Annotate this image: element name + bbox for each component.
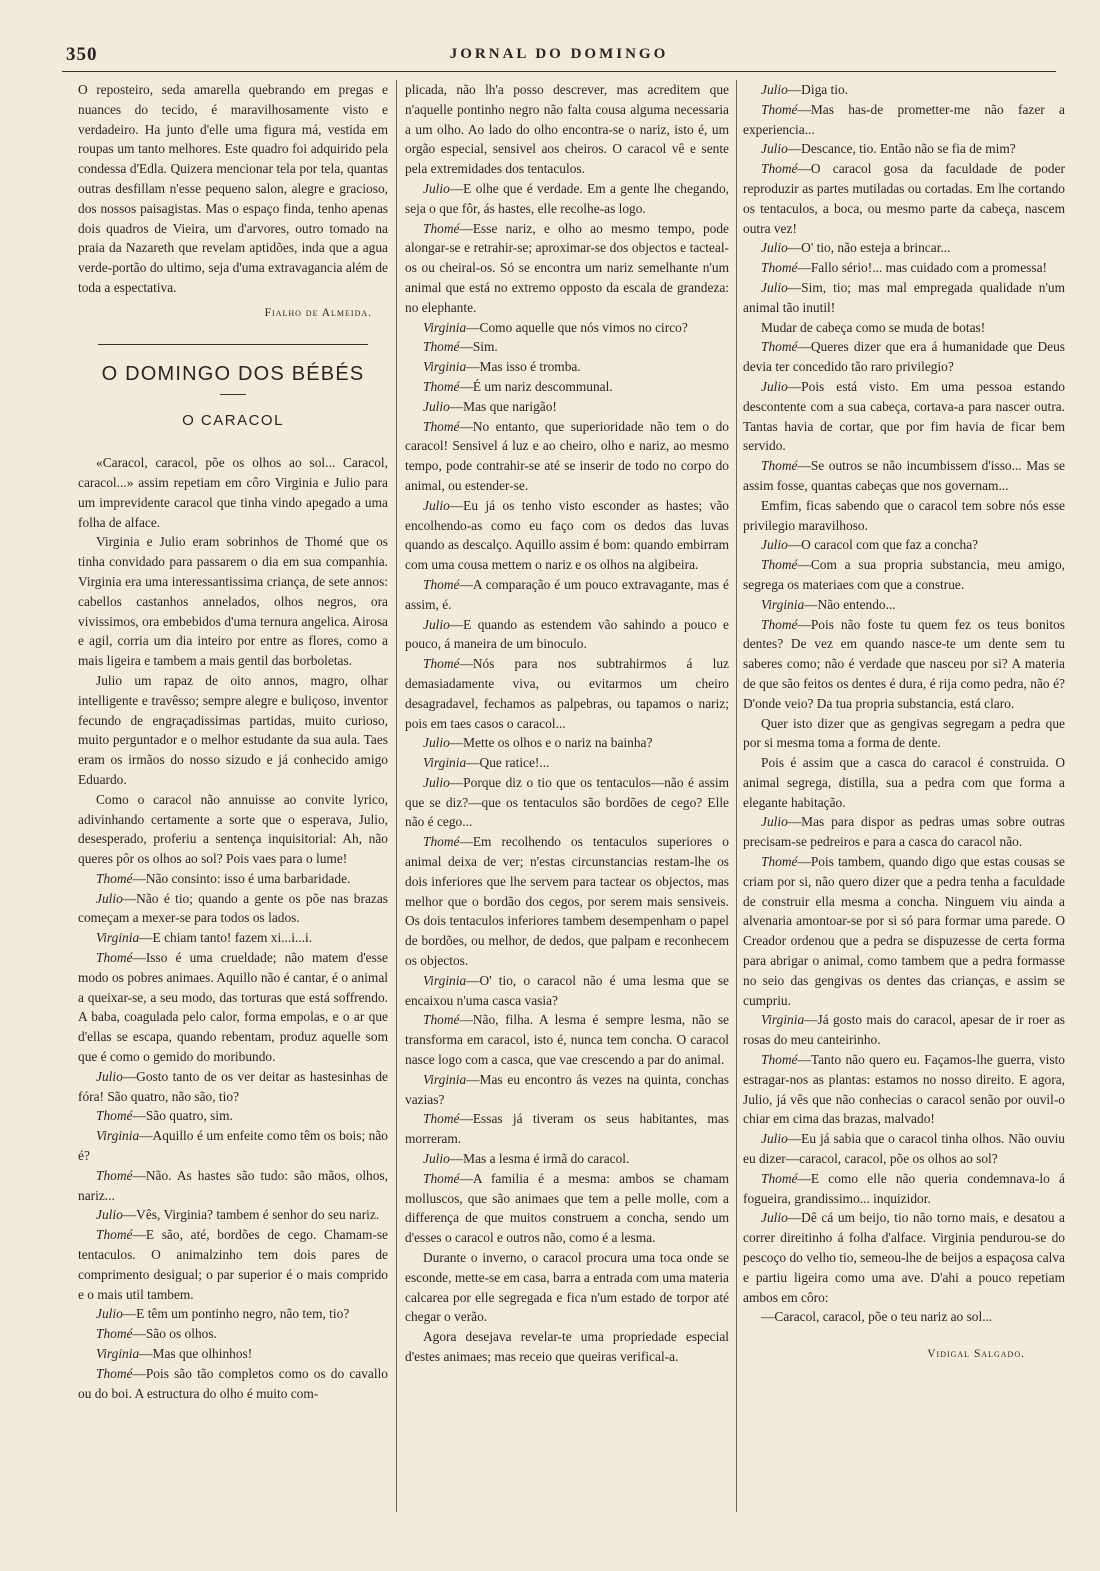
dialogue-line: Thomé—Com a sua propria substancia, meu amigo, segrega os materiaes com que a construe. xyxy=(743,557,1065,592)
speaker-name: Julio xyxy=(423,180,450,196)
line-text: E têm um pontinho negro, não tem, tio? xyxy=(136,1306,350,1322)
dialogue-line: Thomé—Pois não foste tu quem fez os teus bonitos dentes? De vez em quando nasce-te um dente sem tu saberes como; não é verdade que nasceu por si? A materia de que são feitos os dentes é dura, é rija como pedra, não é? D'onde veio? Da tua propria substancia, está claro. xyxy=(743,616,1065,711)
page-number: 350 xyxy=(66,44,98,65)
speaker-name: Virginia xyxy=(96,1128,140,1144)
speaker-name: Thomé xyxy=(96,870,133,886)
journal-title: JORNAL DO DOMINGO xyxy=(449,46,669,62)
line-text: Virginia e Julio eram sobrinhos de Thomé que os tinha convidado para passarem o dia em sua companhia. Virginia era uma interessantissima criança, de sete annos: cabellos castanhos annelados, olhos negros, ora vivissimos, ora embebidos d'uma ternura angelica. Airosa e agil, corria um dia inteiro por entre as flores, como a mais ligeira e tambem a mais gentil das borboletas. xyxy=(78,534,388,669)
dialogue-line: Thomé—A familia é a mesma: ambos se chamam molluscos, que são animaes que tem a pelle molle, com a differença de que muitos construem a concha, sendo um d'esses o caracol e outros não, como é a lesma. xyxy=(405,1170,729,1246)
dialogue-line: Thomé—A comparação é um pouco extravagante, mas é assim, é. xyxy=(405,576,729,612)
dialogue-line: Thomé—Se outros se não incumbissem d'isso... Mas se assim fosse, quantas cabeças que nos governam... xyxy=(743,458,1065,493)
speaker-name: Julio xyxy=(761,279,788,295)
speaker-name: Thomé xyxy=(96,1326,133,1342)
line-text: Pois tambem, quando digo que estas cousas se criam por si, não quero dizer que a pedra tenha a faculdade de construir ella mesma a concha. Ninguem viu ainda a alvenaria amontoar-se por si só para formar uma parede. O Creador ordenou que a pedra se dispuzesse de certa forma para abrigar o animal, como tambem que a pedra formasse no seio das gengivas os dentes das crianças, e assim se cumpriu. xyxy=(743,854,1065,1008)
line-text: Mas para dispor as pedras umas sobre outras precisam-se pedreiros e para a casca do caracol não. xyxy=(743,814,1065,850)
paragraph xyxy=(78,671,388,790)
dialogue-line: Virginia—O' tio, o caracol não é uma lesma que se encaixou n'uma casca vasia? xyxy=(405,972,729,1008)
dialogue-line: Thomé—Mas has-de prometter-me não fazer a experiencia... xyxy=(743,101,1065,137)
dialogue-line: Thomé—Não. As hastes são tudo: são mãos, olhos, nariz... xyxy=(78,1167,388,1203)
speaker-name: Thomé xyxy=(423,418,460,434)
line-text: Se outros se não incumbissem d'isso... Mas se assim fosse, quantas cabeças que nos governam... xyxy=(743,458,1065,493)
line-text: Essas já tiveram os seus habitantes, mas morreram. xyxy=(405,1111,729,1147)
speaker-name: Thomé xyxy=(423,834,460,850)
header-rule xyxy=(62,71,1056,72)
dialogue-line: Virginia—Mas isso é tromba. xyxy=(423,359,581,375)
speaker-name: Thomé xyxy=(423,576,460,592)
dialogue-line: Julio—O' tio, não esteja a brincar... xyxy=(761,240,951,256)
line-text: O' tio, não esteja a brincar... xyxy=(801,240,951,256)
dialogue-line: Thomé—Esse nariz, e olho ao mesmo tempo, pode alongar-se e retrahir-se; aproximar-se dos objectos e tacteal-os ou cheiral-os. Só se encontra um nariz semelhante n'um animal que está no extremo opposto da escala de grandeza: no elephante. xyxy=(405,220,729,315)
speaker-name: Julio xyxy=(96,1306,123,1322)
speaker-name: Virginia xyxy=(423,359,467,375)
speaker-name: Thomé xyxy=(423,1170,460,1186)
speaker-name: Julio xyxy=(761,240,788,256)
speaker-name: Thomé xyxy=(96,1365,133,1381)
line-text: Vês, Virginia? tambem é senhor do seu nariz. xyxy=(136,1207,380,1223)
dialogue-line: Thomé—São quatro, sim. xyxy=(96,1108,233,1124)
dialogue-line: Julio—E quando as estendem vão sahindo a pouco e pouco, á maneira de um binoculo. xyxy=(405,616,729,652)
dialogue-line: Thomé—São os olhos. xyxy=(96,1326,217,1342)
speaker-name: Virginia xyxy=(423,972,467,988)
speaker-name: Virginia xyxy=(761,1012,805,1028)
line-text: Mas a lesma é irmã do caracol. xyxy=(463,1151,630,1167)
dialogue-line: Thomé—Essas já tiveram os seus habitantes, mas morreram. xyxy=(405,1111,729,1147)
speaker-name: Julio xyxy=(423,735,450,751)
line-text: É um nariz descommunal. xyxy=(472,378,613,394)
speaker-name: Thomé xyxy=(761,458,798,474)
dialogue-line: Julio—Mette os olhos e o nariz na bainha? xyxy=(423,735,653,751)
speaker-name: Julio xyxy=(96,890,123,906)
dialogue-line: Virginia—Não entendo... xyxy=(761,596,896,612)
speaker-name: Virginia xyxy=(423,1071,467,1087)
speaker-name: Julio xyxy=(761,378,788,394)
dialogue-line: Virginia—Mas eu encontro ás vezes na quinta, conchas vazias? xyxy=(405,1071,729,1107)
speaker-name: Virginia xyxy=(96,1346,140,1362)
dialogue-line: Thomé—E como elle não queria condemnava-lo á fogueira, grandissimo... inquizidor. xyxy=(743,1170,1065,1206)
page-header xyxy=(62,40,1056,72)
line-text: Não, filha. A lesma é sempre lesma, não se transforma em caracol, isto é, nunca tem concha. O caracol nasce logo com a casca, que vae crescendo a par do animal. xyxy=(405,1012,729,1068)
line-text: Dê cá um beijo, tio não torno mais, e desatou a correr direitinho á folha d'alface. Virginia pendurou-se do pescoço do velho tio, semeou-lhe de beijos a espaçosa calva e partiu ligeira como uma ave. D'ahi a pouco repetiam ambos em côro: xyxy=(743,1210,1066,1305)
line-text: Sim, tio; mas mal empregada qualidade n'um animal tão inutil! xyxy=(743,279,1065,315)
paragraph xyxy=(78,532,388,671)
line-text: plicada, não lh'a posso descrever, mas acreditem que n'aquelle pontinho negro não falta cousa alguma necessaria a um olho. Ao lado do olho encontra-se o nariz, isto é, um orgão especial, sensivel aos cheiros. O caracol vê e sente pela extremidades dos tentaculos. xyxy=(405,82,729,177)
line-text: O' tio, o caracol não é uma lesma que se encaixou n'uma casca vasia? xyxy=(405,972,729,1008)
line-text: Durante o inverno, o caracol procura uma toca onde se esconde, mette-se em casa, barra a entrada com uma materia calcarea por elle segregada e fica n'um estado de torpor até chegar o verão. xyxy=(405,1250,729,1325)
line-text: Queres dizer que era á humanidade que Deus devia ter concedido tão raro privilegio? xyxy=(743,339,1065,375)
paragraph xyxy=(78,790,388,869)
paragraph xyxy=(743,1307,1065,1327)
line-text: São quatro, sim. xyxy=(145,1108,233,1124)
paragraph xyxy=(78,453,388,532)
dialogue-line: Thomé—Sim. xyxy=(423,339,498,355)
dialogue-line: Julio—Dê cá um beijo, tio não torno mais, e desatou a correr direitinho á folha d'alface. Virginia pendurou-se do pescoço do velho tio, semeou-lhe de beijos a espaçosa calva e partiu ligeira como uma ave. D'ahi a pouco repetiam ambos em côro: xyxy=(743,1210,1066,1305)
line-text: —Caracol, caracol, põe o teu nariz ao sol... xyxy=(761,1309,993,1325)
column-1 xyxy=(78,80,388,1403)
line-text: No entanto, que superioridade não tem o do caracol! Sensivel á luz e ao cheiro, olho e nariz, ao mesmo tempo, pode contrahir-se até se inserir de todo no corpo do animal, ou estender-se. xyxy=(405,418,729,493)
dialogue-line: Thomé—É um nariz descommunal. xyxy=(423,378,613,394)
line-text: Mas que narigão! xyxy=(463,398,557,414)
dialogue-line: Julio—Pois está visto. Em uma pessoa estando descontente com a sua cabeça, cortava-a para nascer outra. Tantas havia de cortar, que por fim havia de ficar bem servido. xyxy=(743,378,1065,454)
line-text: Pois está visto. Em uma pessoa estando descontente com a sua cabeça, cortava-a para nascer outra. Tantas havia de cortar, que por fim havia de ficar bem servido. xyxy=(743,378,1065,454)
speaker-name: Julio xyxy=(423,616,450,632)
dialogue-line: Julio—Gosto tanto de os ver deitar as hastesinhas de fóra! São quatro, não são, tio? xyxy=(78,1068,388,1104)
column-2 xyxy=(405,80,729,1367)
line-text: Mas eu encontro ás vezes na quinta, conchas vazias? xyxy=(405,1071,729,1107)
dialogue-line: Julio—O caracol com que faz a concha? xyxy=(761,537,979,553)
speaker-name: Thomé xyxy=(423,656,460,672)
speaker-name: Julio xyxy=(96,1207,123,1223)
story-title: O CARACOL xyxy=(182,412,284,430)
dialogue-line: Julio—Eu já sabia que o caracol tinha olhos. Não ouviu eu dizer—caracol, caracol, põe os olhos ao sol? xyxy=(743,1131,1065,1167)
speaker-name: Thomé xyxy=(423,1012,460,1028)
dialogue-line: Julio—E olhe que é verdade. Em a gente lhe chegando, seja o que fôr, ás hastes, elle recolhe-as logo. xyxy=(405,180,729,216)
speaker-name: Thomé xyxy=(423,1111,460,1127)
dialogue-line: Julio—Mas para dispor as pedras umas sobre outras precisam-se pedreiros e para a casca do caracol não. xyxy=(743,814,1065,850)
line-text: Que ratice!... xyxy=(479,755,550,771)
column-3-body xyxy=(743,80,1065,1327)
line-text: A comparação é um pouco extravagante, mas é assim, é. xyxy=(405,576,729,612)
line-text: E chiam tanto! fazem xi...i...i. xyxy=(152,930,313,946)
section-title: O DOMINGO DOS BÉBÉS xyxy=(101,362,365,385)
dialogue-line: Thomé—Queres dizer que era á humanidade que Deus devia ter concedido tão raro privilegio? xyxy=(743,339,1065,375)
dialogue-line: Virginia—E chiam tanto! fazem xi...i...i. xyxy=(96,930,313,946)
line-text: Isso é uma crueldade; não matem d'esse modo os pobres animaes. Aquillo não é cantar, é o animal a queixar-se, a seu modo, das torturas que está soffrendo. A baba, coagulada pelo calor, forma empolas, e o ar que d'ellas se escapa, quando rebentam, produz aquelle som que é como o gemido do moribundo. xyxy=(78,950,388,1065)
speaker-name: Julio xyxy=(761,814,788,830)
line-text: Não. As hastes são tudo: são mãos, olhos, nariz... xyxy=(78,1167,388,1203)
line-text: Sim. xyxy=(472,339,498,355)
line-text: Emfim, ficas sabendo que o caracol tem sobre nós esse privilegio maravilhoso. xyxy=(743,497,1065,533)
article-signature: Fialho de Almeida. xyxy=(264,306,372,319)
line-text: Nós para nos subtrahirmos á luz demasiadamente viva, ou evitarmos um cheiro desagradavel, fechamos as palpebras, ou tapamos o nariz; pois em taes casos o caracol... xyxy=(405,656,729,731)
speaker-name: Thomé xyxy=(96,1108,133,1124)
paragraph xyxy=(743,753,1065,812)
story-signature: Vidigal Salgado. xyxy=(927,1348,1025,1361)
dialogue-line: Julio—Eu já os tenho visto esconder as hastes; vão encolhendo-as como eu faço com os dedos das luvas quando as descalço. Aquillo assim é bom: quando embirram com uma cousa mettem o nariz e os olhos na algibeira. xyxy=(405,497,729,573)
line-text: Com a sua propria substancia, meu amigo, segrega os materiaes com que a construe. xyxy=(743,557,1065,592)
line-text: O caracol gosa da faculdade de poder reproduzir as partes mutiladas ou cortadas. Em lhe cortando os tentaculos, a boca, ou mesmo parte da cabeça, nascem outra vez! xyxy=(743,161,1065,236)
dialogue-line: Virginia—Que ratice!... xyxy=(423,755,550,771)
column-divider xyxy=(396,80,397,1512)
speaker-name: Virginia xyxy=(96,930,140,946)
speaker-name: Thomé xyxy=(423,339,460,355)
line-text: São os olhos. xyxy=(145,1326,217,1342)
section-rule xyxy=(98,344,368,345)
speaker-name: Julio xyxy=(761,141,788,157)
column-divider xyxy=(736,80,737,1512)
line-text: Já gosto mais do caracol, apesar de ir roer as rosas do meu canteirinho. xyxy=(743,1012,1065,1048)
speaker-name: Thomé xyxy=(761,1052,798,1068)
dialogue-line: Thomé—E são, até, bordões de cego. Chamam-se tentaculos. O animalzinho tem dois pares de comprimento desigual; o par superior é o mais comprido e o mais util tambem. xyxy=(78,1227,388,1302)
dialogue-line: Thomé—Pois tambem, quando digo que estas cousas se criam por si, não quero dizer que a pedra tenha a faculdade de construir ella mesma a concha. Ninguem viu ainda a alvenaria amontoar-se por si só para formar uma parede. O Creador ordenou que a pedra se dispuzesse de certa forma para abrigar o animal, como tambem que a pedra formasse no seio das gengivas os dentes das crianças, e assim se cumpriu. xyxy=(743,854,1065,1008)
dialogue-line: Julio—Sim, tio; mas mal empregada qualidade n'um animal tão inutil! xyxy=(743,279,1065,315)
line-text: Eu já sabia que o caracol tinha olhos. Não ouviu eu dizer—caracol, caracol, põe os olhos ao sol? xyxy=(743,1131,1065,1167)
speaker-name: Thomé xyxy=(761,101,798,117)
line-text: Pois são tão completos como os do cavallo ou do boi. A estructura do olho é muito com- xyxy=(78,1365,388,1401)
speaker-name: Virginia xyxy=(423,755,467,771)
dialogue-line: Thomé—Não, filha. A lesma é sempre lesma, não se transforma em caracol, isto é, nunca tem concha. O caracol nasce logo com a casca, que vae crescendo a par do animal. xyxy=(405,1012,729,1068)
line-text: Mas que olhinhos! xyxy=(152,1346,253,1362)
dialogue-line: Julio—Vês, Virginia? tambem é senhor do seu nariz. xyxy=(96,1207,380,1223)
speaker-name: Julio xyxy=(423,1151,450,1167)
paragraph xyxy=(743,496,1065,536)
column-3 xyxy=(743,80,1065,1365)
dialogue-line: Thomé—O caracol gosa da faculdade de poder reproduzir as partes mutiladas ou cortadas. Em lhe cortando os tentaculos, a boca, ou mesmo parte da cabeça, nascem outra vez! xyxy=(743,161,1065,236)
line-text: E olhe que é verdade. Em a gente lhe chegando, seja o que fôr, ás hastes, elle recolhe-as logo. xyxy=(405,180,729,216)
line-text: Não entendo... xyxy=(817,596,896,612)
line-text: Tanto não quero eu. Façamos-lhe guerra, visto estragar-nos as plantas: estamos no nosso direito. E agora, Julio, já vês que não conhecias o caracol senão por ouvil-o chiar em cima das brazas, malvado! xyxy=(743,1052,1065,1127)
line-text: O caracol com que faz a concha? xyxy=(801,537,979,553)
line-text: Agora desejava revelar-te uma propriedade especial d'estes animaes; mas receio que queiras verifical-a. xyxy=(405,1329,729,1364)
column-1-body xyxy=(78,453,388,1403)
speaker-name: Thomé xyxy=(761,260,798,276)
speaker-name: Thomé xyxy=(96,950,133,966)
speaker-name: Thomé xyxy=(761,616,798,632)
dialogue-line: Julio—Diga tio. xyxy=(761,82,849,97)
speaker-name: Thomé xyxy=(761,557,798,573)
line-text: «Caracol, caracol, põe os olhos ao sol... Caracol, caracol...» assim repetiam em côro Virginia e Julio para um imprevidente caracol que tinha vindo apegado a uma folha de alface. xyxy=(78,455,388,530)
dialogue-line: Virginia—Como aquelle que nós vimos no circo? xyxy=(423,319,688,335)
dialogue-line: Virginia—Mas que olhinhos! xyxy=(96,1346,253,1362)
dialogue-line: Thomé—Não consinto: isso é uma barbaridade. xyxy=(96,870,351,886)
speaker-name: Thomé xyxy=(96,1227,133,1243)
line-text: Julio um rapaz de oito annos, magro, olhar intelligente e travêsso; sempre alegre e buliçoso, inventor fecundo de engraçadissimas partidas, muito curioso, muito perguntador e o melhor estudante da sua aula. Taes eram os irmãos do nosso sizudo e já conhecido amigo Eduardo. xyxy=(78,672,388,787)
line-text: Pois não foste tu quem fez os teus bonitos dentes? De vez em quando nasce-te um dente sem tu saberes como; não é verdade que nasceu por si? A materia de que são feitos os dentes é dura, é rija como pedra, não é? D'onde veio? Da tua propria substancia, está claro. xyxy=(743,616,1065,711)
paragraph xyxy=(743,714,1065,754)
line-text: Esse nariz, e olho ao mesmo tempo, pode alongar-se e retrahir-se; aproximar-se dos objectos e tacteal-os ou cheiral-os. Só se encontra um nariz semelhante n'um animal que está no extremo opposto da escala de grandeza: no elephante. xyxy=(405,220,729,315)
dialogue-line: Thomé—Isso é uma crueldade; não matem d'esse modo os pobres animaes. Aquillo não é cantar, é o animal a queixar-se, a seu modo, das torturas que está soffrendo. A baba, coagulada pelo calor, forma empolas, e o ar que d'ellas se escapa, quando rebentam, produz aquelle som que é como o gemido do moribundo. xyxy=(78,950,388,1065)
speaker-name: Thomé xyxy=(761,339,798,355)
speaker-name: Julio xyxy=(96,1068,123,1084)
line-text: Gosto tanto de os ver deitar as hastesinhas de fóra! São quatro, não são, tio? xyxy=(78,1068,388,1104)
line-text: Mas isso é tromba. xyxy=(479,359,581,375)
line-text: Não é tio; quando a gente os põe nas brazas começam a mexer-se para todos os lados. xyxy=(78,890,388,926)
line-text: Porque diz o tio que os tentaculos—não é assim que se diz?—que os tentaculos são bordões de cego? Elle não é cego... xyxy=(405,774,729,830)
line-text: Em recolhendo os tentaculos superiores o animal deixa de ver; n'estas circunstancias restam-lhe os dois inferiores que lhe servem para tactear os objectos, mas melhor que o bordão dos cegos, por serem mais sensiveis. Os dois tentaculos inferiores tambem desempenham o papel de bordões, ou melhor, de dedos, que palpam e reconhecem os objectos. xyxy=(405,834,729,969)
speaker-name: Julio xyxy=(423,398,450,414)
dialogue-line: Thomé—Tanto não quero eu. Façamos-lhe guerra, visto estragar-nos as plantas: estamos no nosso direito. E agora, Julio, já vês que não conhecias o caracol senão por ouvil-o chiar em cima das brazas, malvado! xyxy=(743,1052,1065,1127)
line-text: Quer isto dizer que as gengivas segregam a pedra que por si mesma toma a forma de dente. xyxy=(743,715,1065,751)
line-text: E quando as estendem vão sahindo a pouco e pouco, á maneira de um binoculo. xyxy=(405,616,729,652)
short-rule xyxy=(220,394,246,395)
speaker-name: Thomé xyxy=(761,854,798,870)
line-text: Como o caracol não annuisse ao convite lyrico, adivinhando certamente a sorte que o esperava, Julio, desesperado, proferiu a sentença inquisitorial: Ah, não queres pôr os olhos ao sol? Pois vaes para o lume! xyxy=(78,791,388,867)
line-text: Fallo sério!... mas cuidado com a promessa! xyxy=(810,260,1047,276)
line-text: Aquillo é um enfeite como têm os bois; não é? xyxy=(78,1128,388,1164)
speaker-name: Julio xyxy=(761,82,788,97)
dialogue-line: Julio—E têm um pontinho negro, não tem, tio? xyxy=(96,1306,350,1322)
paragraph xyxy=(405,1248,729,1327)
dialogue-line: Julio—Mas que narigão! xyxy=(423,398,557,414)
dialogue-line: Thomé—No entanto, que superioridade não tem o do caracol! Sensivel á luz e ao cheiro, olho e nariz, ao mesmo tempo, pode contrahir-se até se inserir de todo no corpo do animal, ou estender-se. xyxy=(405,418,729,493)
speaker-name: Thomé xyxy=(423,220,460,236)
dialogue-line: Thomé—Em recolhendo os tentaculos superiores o animal deixa de ver; n'estas circunstancias restam-lhe os dois inferiores que lhe servem para tactear os objectos, mas melhor que o bordão dos cegos, por serem mais sensiveis. Os dois tentaculos inferiores tambem desempenham o papel de bordões, ou melhor, de dedos, que palpam e reconhecem os objectos. xyxy=(405,834,729,969)
dialogue-line: Julio—Não é tio; quando a gente os põe nas brazas começam a mexer-se para todos os lados. xyxy=(78,890,388,926)
speaker-name: Thomé xyxy=(96,1167,133,1183)
dialogue-line: Thomé—Nós para nos subtrahirmos á luz demasiadamente viva, ou evitarmos um cheiro desagradavel, fechamos as palpebras, ou tapamos o nariz; pois em taes casos o caracol... xyxy=(405,656,729,731)
dialogue-line: Julio—Mas a lesma é irmã do caracol. xyxy=(423,1151,630,1167)
line-text: Como aquelle que nós vimos no circo? xyxy=(479,319,688,335)
line-text: E como elle não queria condemnava-lo á fogueira, grandissimo... inquizidor. xyxy=(743,1170,1065,1206)
speaker-name: Julio xyxy=(761,1210,788,1226)
dialogue-line: Julio—Porque diz o tio que os tentaculos—não é assim que se diz?—que os tentaculos são bordões de cego? Elle não é cego... xyxy=(405,774,729,830)
line-text: Mas has-de prometter-me não fazer a experiencia... xyxy=(743,101,1065,137)
speaker-name: Virginia xyxy=(423,319,467,335)
line-text: Descance, tio. Então não se fia de mim? xyxy=(801,141,1016,157)
line-text: Diga tio. xyxy=(801,82,849,97)
line-text: E são, até, bordões de cego. Chamam-se tentaculos. O animalzinho tem dois pares de comprimento desigual; o par superior é o mais comprido e o mais util tambem. xyxy=(78,1227,388,1302)
article-end-paragraph: O reposteiro, seda amarella quebrando em pregas e nuances do tecido, é maravilhosamente visto e verdadeiro. Ha junto d'elle uma figura má, vestida em roupas um tanto melhores. Este quadro foi adquirido pela condessa d'Edla. Quizera mencionar tela por tela, quantas outras desfillam n'esse pequeno salon, alegre e gracioso, dos nossos paisagistas. Mas o espaço finda, tenho apenas dois quadros de Vieira, um d'arvores, outro tomado na praia da Nazareth que revelam aptidões, inda que a agua verde-portão do ultimo, seja d'uma extravagancia além de toda a espectativa. xyxy=(78,82,388,295)
speaker-name: Thomé xyxy=(423,378,460,394)
dialogue-line: Julio—Descance, tio. Então não se fia de mim? xyxy=(761,141,1016,157)
speaker-name: Julio xyxy=(423,774,450,790)
column-2-body xyxy=(405,80,729,1367)
paragraph xyxy=(405,1327,729,1367)
speaker-name: Julio xyxy=(761,537,788,553)
line-text: Mudar de cabeça como se muda de botas! xyxy=(761,319,986,335)
line-text: A familia é a mesma: ambos se chamam molluscos, que são animaes que tem a pelle molle, com a differença de que muitos construem a concha, sendo um d'esses o caracol e outros não, como é a lesma. xyxy=(405,1170,729,1246)
speaker-name: Julio xyxy=(761,1131,788,1147)
speaker-name: Thomé xyxy=(761,161,798,177)
line-text: Mette os olhos e o nariz na bainha? xyxy=(463,735,653,751)
dialogue-line: Thomé—Pois são tão completos como os do cavallo ou do boi. A estructura do olho é muito com- xyxy=(78,1365,388,1401)
paragraph xyxy=(743,318,1065,338)
line-text: Não consinto: isso é uma barbaridade. xyxy=(145,870,351,886)
speaker-name: Thomé xyxy=(761,1170,798,1186)
dialogue-line: Virginia—Aquillo é um enfeite como têm os bois; não é? xyxy=(78,1128,388,1164)
line-text: Eu já os tenho visto esconder as hastes; vão encolhendo-as como eu faço com os dedos das luvas quando as descalço. Aquillo assim é bom: quando embirram com uma cousa mettem o nariz e os olhos na algibeira. xyxy=(405,497,729,573)
dialogue-line: Thomé—Fallo sério!... mas cuidado com a promessa! xyxy=(761,260,1047,276)
dialogue-line: Virginia—Já gosto mais do caracol, apesar de ir roer as rosas do meu canteirinho. xyxy=(743,1012,1065,1048)
line-text: Pois é assim que a casca do caracol é construida. O animal segrega, distilla, sua a pedra com que forma a elegante habitação. xyxy=(743,755,1065,810)
speaker-name: Virginia xyxy=(761,596,805,612)
paragraph xyxy=(405,80,729,179)
speaker-name: Julio xyxy=(423,497,450,513)
